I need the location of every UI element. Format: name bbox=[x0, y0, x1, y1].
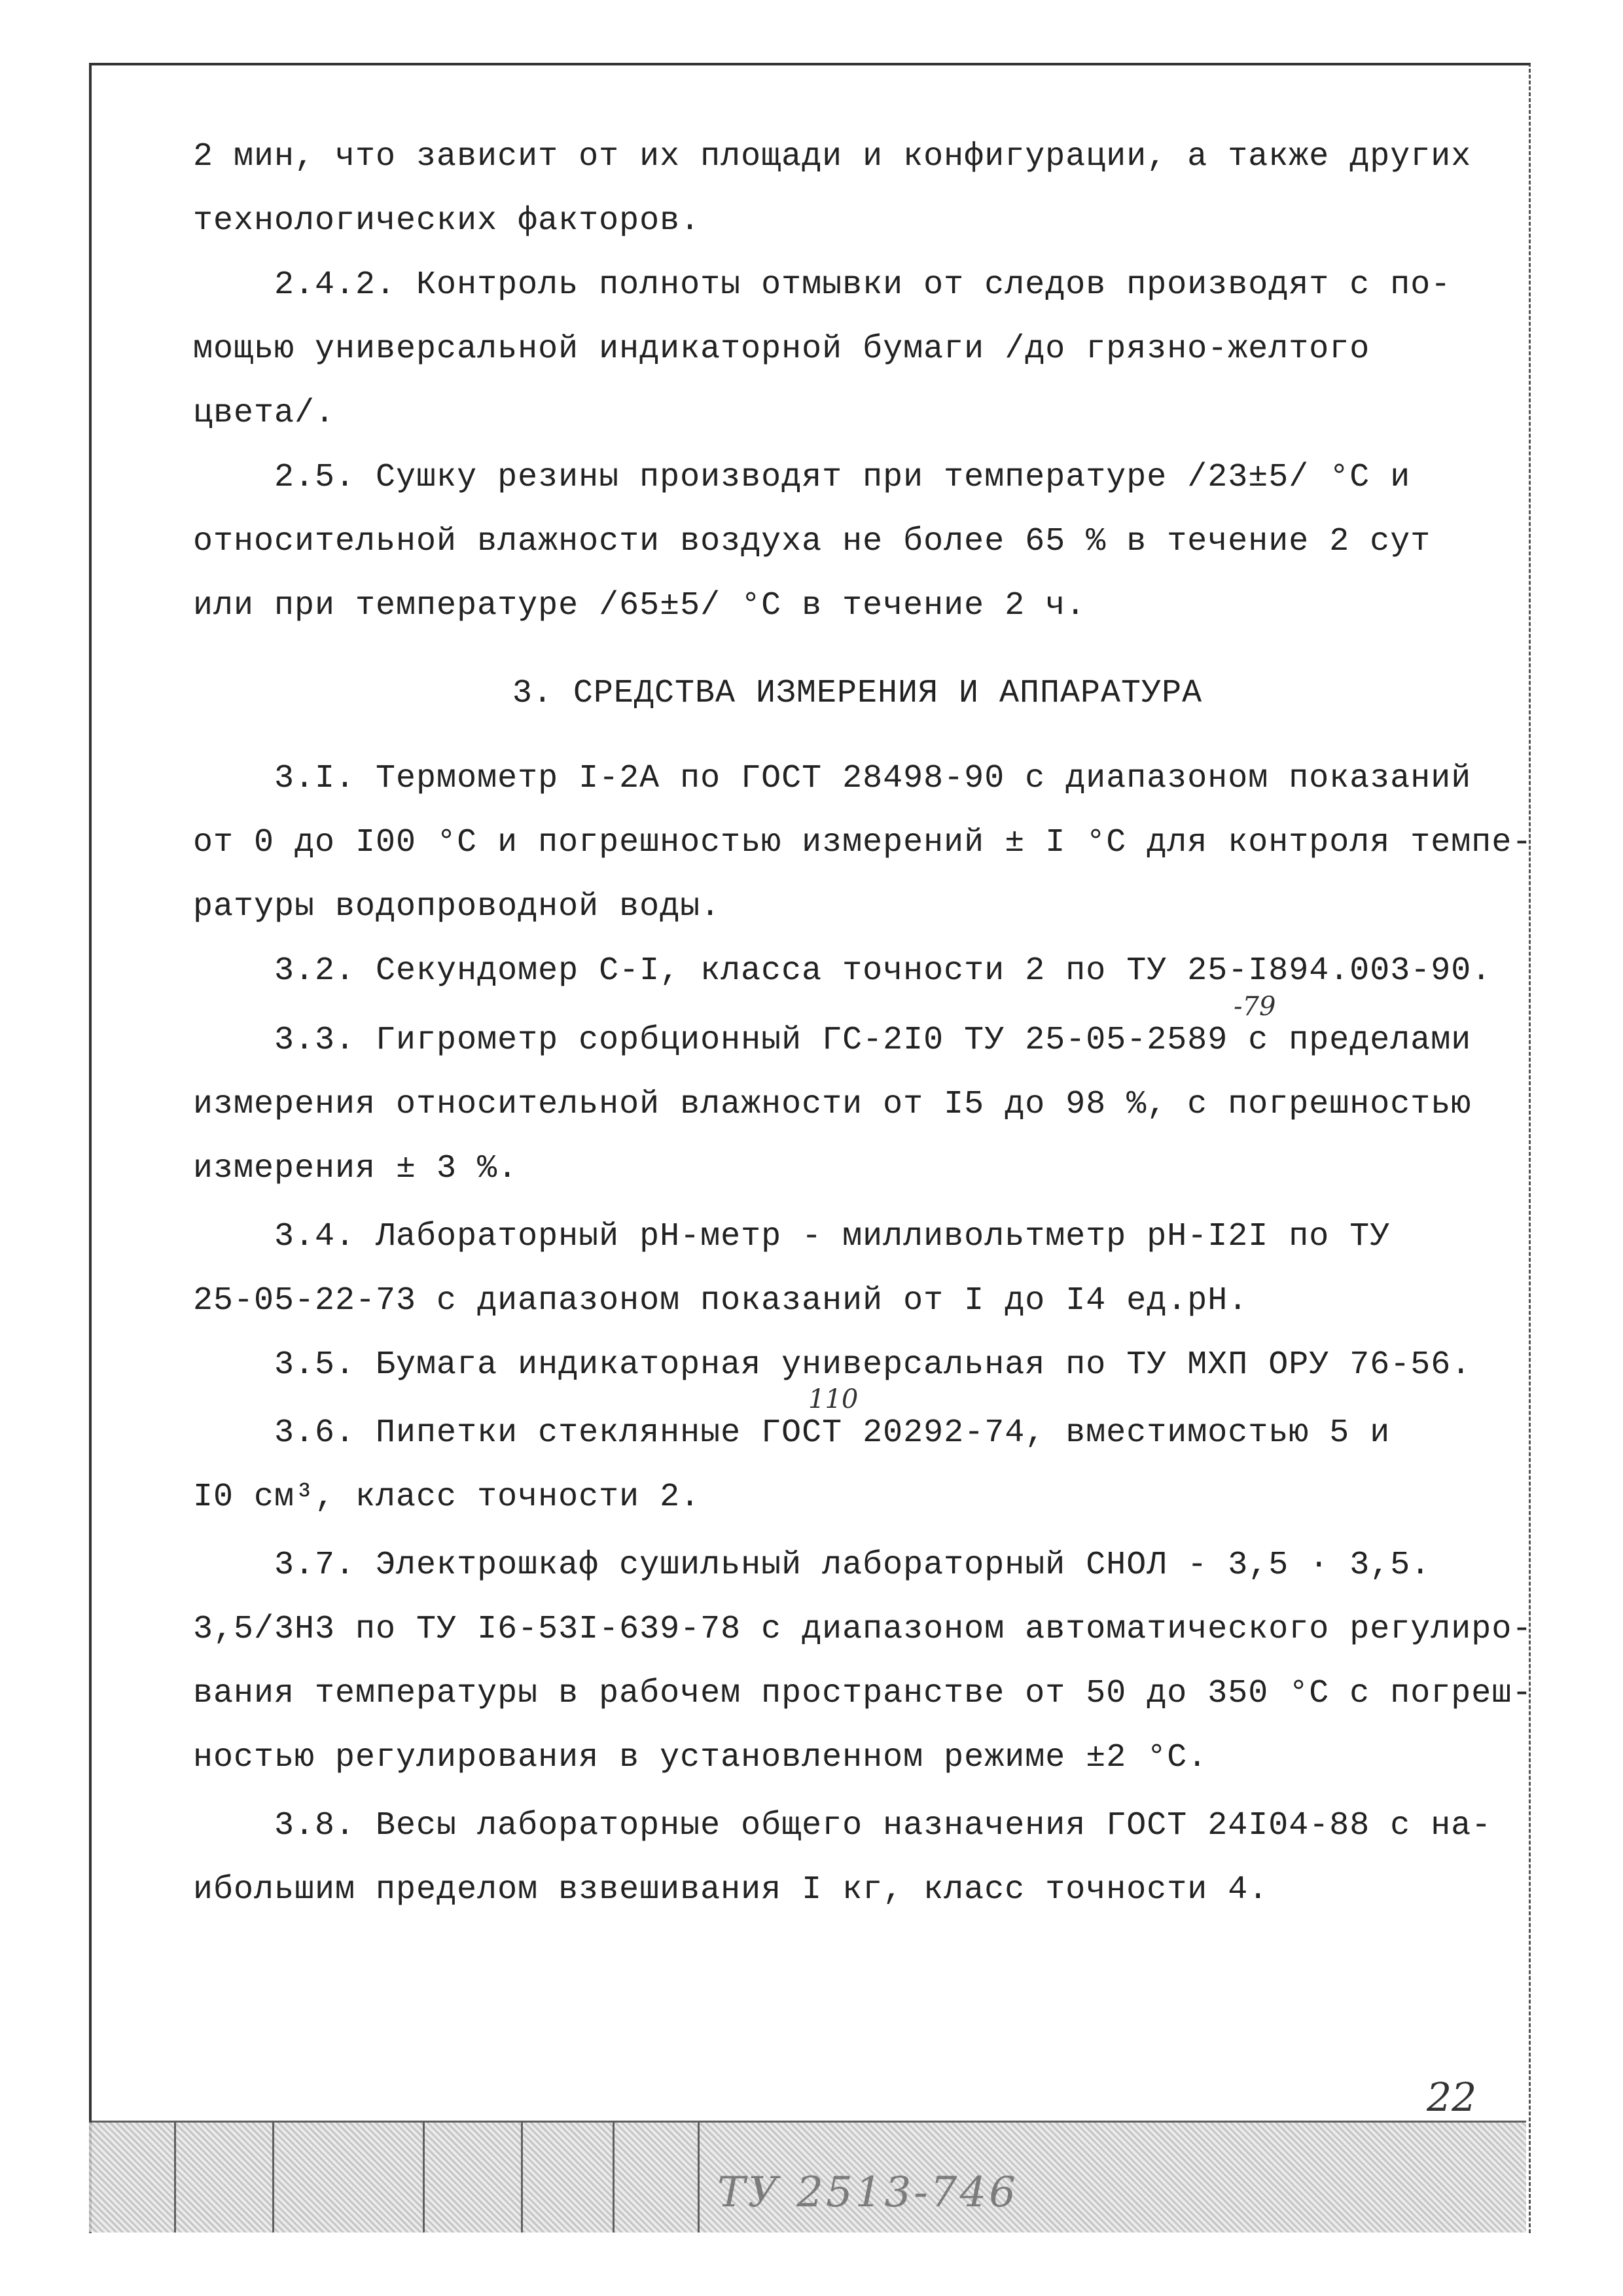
stamp-cell bbox=[89, 2123, 176, 2233]
document-body bbox=[193, 0, 1533, 2225]
text-line: технологических факторов. bbox=[193, 202, 701, 240]
title-block-stamp bbox=[89, 2121, 1526, 2233]
stamp-cell bbox=[272, 2123, 425, 2233]
text-line: 3.7. Электрошкаф сушильный лабораторный СНОЛ - 3,5 · 3,5. bbox=[193, 1547, 1431, 1584]
handwritten-note: 110 bbox=[808, 1384, 859, 1414]
stamp-cell bbox=[613, 2123, 700, 2233]
document-code: ТУ 2513-746 bbox=[717, 2168, 1018, 2217]
text-line: 3.4. Лабораторный рН-метр - милливольтметр рН-I2I по ТУ bbox=[193, 1218, 1391, 1255]
text-line: 2.5. Сушку резины производят при температуре /23±5/ °С и bbox=[193, 459, 1411, 496]
text-line: 3.3. Гигрометр сорбционный ГС-2I0 ТУ 25-05-2589 с пределами bbox=[193, 1022, 1472, 1059]
text-line: вания температуры в рабочем пространстве от 50 до 350 °С с погреш- bbox=[193, 1675, 1533, 1712]
text-line: ностью регулирования в установленном режиме ±2 °С. bbox=[193, 1739, 1208, 1776]
text-line: измерения ± 3 %. bbox=[193, 1150, 518, 1187]
text-line: или при температуре /65±5/ °С в течение 2 ч. bbox=[193, 587, 1086, 624]
text-line: ибольшим пределом взвешивания I кг, класс точности 4. bbox=[193, 1871, 1269, 1909]
text-line: 3.I. Термометр I-2А по ГОСТ 28498-90 с диапазоном показаний bbox=[193, 760, 1472, 797]
text-line: 3.2. Секундомер С-I, класса точности 2 по ТУ 25-I894.003-90. bbox=[193, 952, 1492, 990]
text-line: относительной влажности воздуха не более 65 % в течение 2 сут bbox=[193, 523, 1431, 560]
text-line: 2.4.2. Контроль полноты отмывки от следов производят с по- bbox=[193, 266, 1452, 304]
stamp-cell bbox=[174, 2123, 274, 2233]
text-line: 3,5/3Н3 по ТУ I6-53I-639-78 с диапазоном автоматического регулиро- bbox=[193, 1611, 1533, 1648]
text-line: 2 мин, что зависит от их площади и конфигурации, а также других bbox=[193, 138, 1472, 175]
handwritten-note: -79 bbox=[1234, 992, 1276, 1022]
text-line: измерения относительной влажности от I5 до 98 %, с погрешностью bbox=[193, 1086, 1472, 1123]
text-line: мощью универсальной индикаторной бумаги /до грязно-желтого bbox=[193, 331, 1370, 368]
text-line: от 0 до I00 °С и погрешностью измерений ± I °С для контроля темпе- bbox=[193, 824, 1533, 861]
text-line: 3.6. Пипетки стеклянные ГОСТ 20292-74, вместимостью 5 и bbox=[193, 1414, 1391, 1452]
stamp-cell bbox=[423, 2123, 523, 2233]
section-heading: 3. СРЕДСТВА ИЗМЕРЕНИЯ И АППАРАТУРА bbox=[512, 675, 1203, 712]
text-line: I0 см³, класс точности 2. bbox=[193, 1479, 701, 1516]
stamp-cell bbox=[521, 2123, 615, 2233]
text-line: 3.8. Весы лабораторные общего назначения ГОСТ 24I04-88 с на- bbox=[193, 1807, 1492, 1844]
text-line: ратуры водопроводной воды. bbox=[193, 888, 721, 925]
page-number: 22 bbox=[1427, 2075, 1477, 2121]
text-line: 25-05-22-73 с диапазоном показаний от I до I4 ед.рН. bbox=[193, 1282, 1249, 1319]
text-line: цвета/. bbox=[193, 395, 336, 432]
text-line: 3.5. Бумага индикаторная универсальная по ТУ МХП ОРУ 76-56. bbox=[193, 1346, 1472, 1384]
